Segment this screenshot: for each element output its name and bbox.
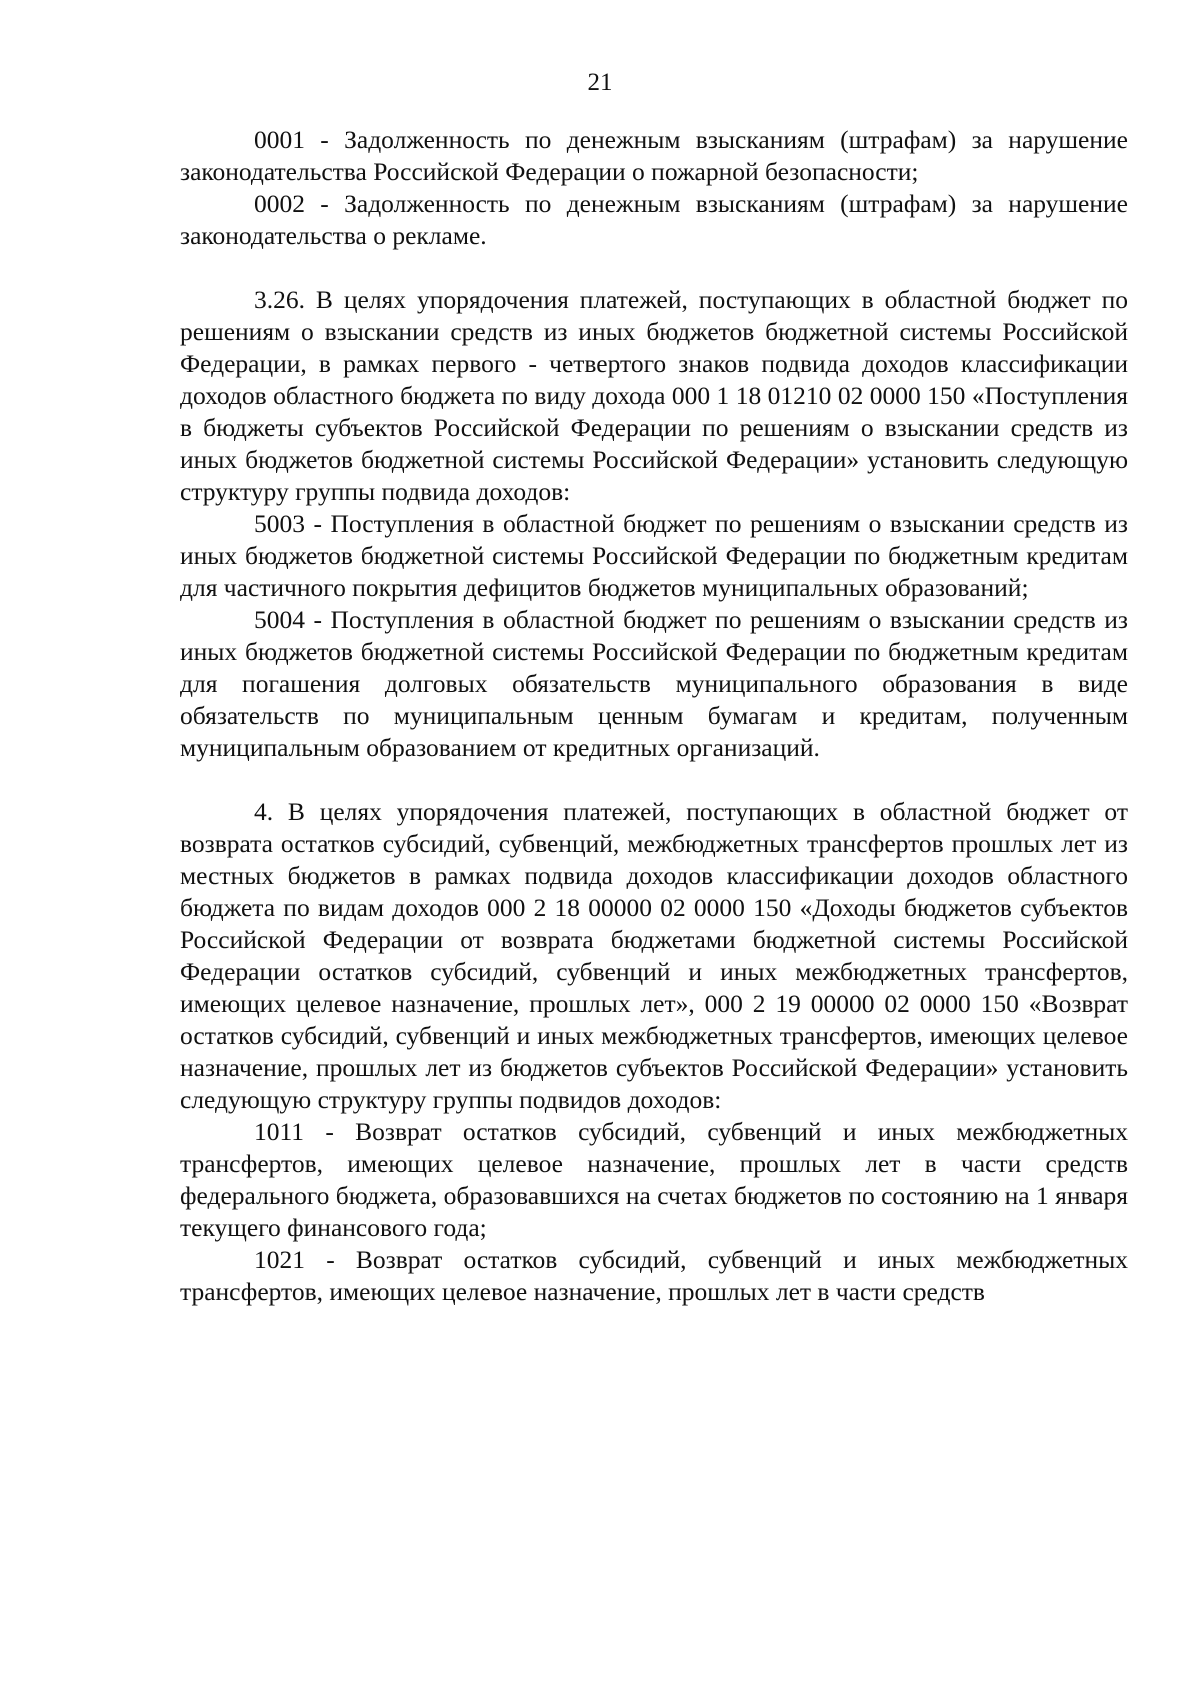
paragraph-section-3-26: 3.26. В целях упорядочения платежей, поступающих в областной бюджет по решениям о взыскании средств из иных бюджетов бюджетной системы Российской Федерации, в рамках первого - четвертого знаков подвида доходов классификации доходов областного бюджета по виду дохода 000 1 18 01210 02 0000 150 «Поступления в бюджеты субъектов Российской Федерации по решениям о взыскании средств из иных бюджетов бюджетной системы Российской Федерации» установить следующую структуру группы подвида доходов: — [180, 285, 1128, 506]
document-body — [180, 124, 1128, 1308]
paragraph-section-4: 4. В целях упорядочения платежей, поступающих в областной бюджет от возврата остатков субсидий, субвенций, межбюджетных трансфертов прошлых лет из местных бюджетов в рамках подвида доходов классификации доходов областного бюджета по видам доходов 000 2 18 00000 02 0000 150 «Доходы бюджетов субъектов Российской Федерации от возврата бюджетами бюджетной системы Российской Федерации остатков субсидий, субвенций и иных межбюджетных трансфертов, имеющих целевое назначение, прошлых лет», 000 2 19 00000 02 0000 150 «Возврат остатков субсидий, субвенций и иных межбюджетных трансфертов, имеющих целевое назначение, прошлых лет из бюджетов субъектов Российской Федерации» установить следующую структуру группы подвидов доходов: — [180, 797, 1128, 1114]
paragraph-code-0002: 0002 - Задолженность по денежным взысканиям (штрафам) за нарушение законодательства о рекламе. — [180, 189, 1128, 250]
page-number: 21 — [587, 69, 613, 96]
paragraph-code-5004: 5004 - Поступления в областной бюджет по решениям о взыскании средств из иных бюджетов бюджетной системы Российской Федерации по бюджетным кредитам для погашения долговых обязательств муниципального образования в виде обязательств по муниципальным ценным бумагам и кредитам, полученным муниципальным образованием от кредитных организаций. — [180, 605, 1128, 762]
paragraph-code-1021: 1021 - Возврат остатков субсидий, субвенций и иных межбюджетных трансфертов, имеющих целевое назначение, прошлых лет в части средств — [180, 1245, 1128, 1306]
paragraph-code-0001: 0001 - Задолженность по денежным взысканиям (штрафам) за нарушение законодательства Российской Федерации о пожарной безопасности; — [180, 125, 1128, 186]
paragraph-code-5003: 5003 - Поступления в областной бюджет по решениям о взыскании средств из иных бюджетов бюджетной системы Российской Федерации по бюджетным кредитам для частичного покрытия дефицитов бюджетов муниципальных образований; — [180, 509, 1128, 602]
paragraph-code-1011: 1011 - Возврат остатков субсидий, субвенций и иных межбюджетных трансфертов, имеющих целевое назначение, прошлых лет в части средств федерального бюджета, образовавшихся на счетах бюджетов по состоянию на 1 января текущего финансового года; — [180, 1117, 1128, 1242]
